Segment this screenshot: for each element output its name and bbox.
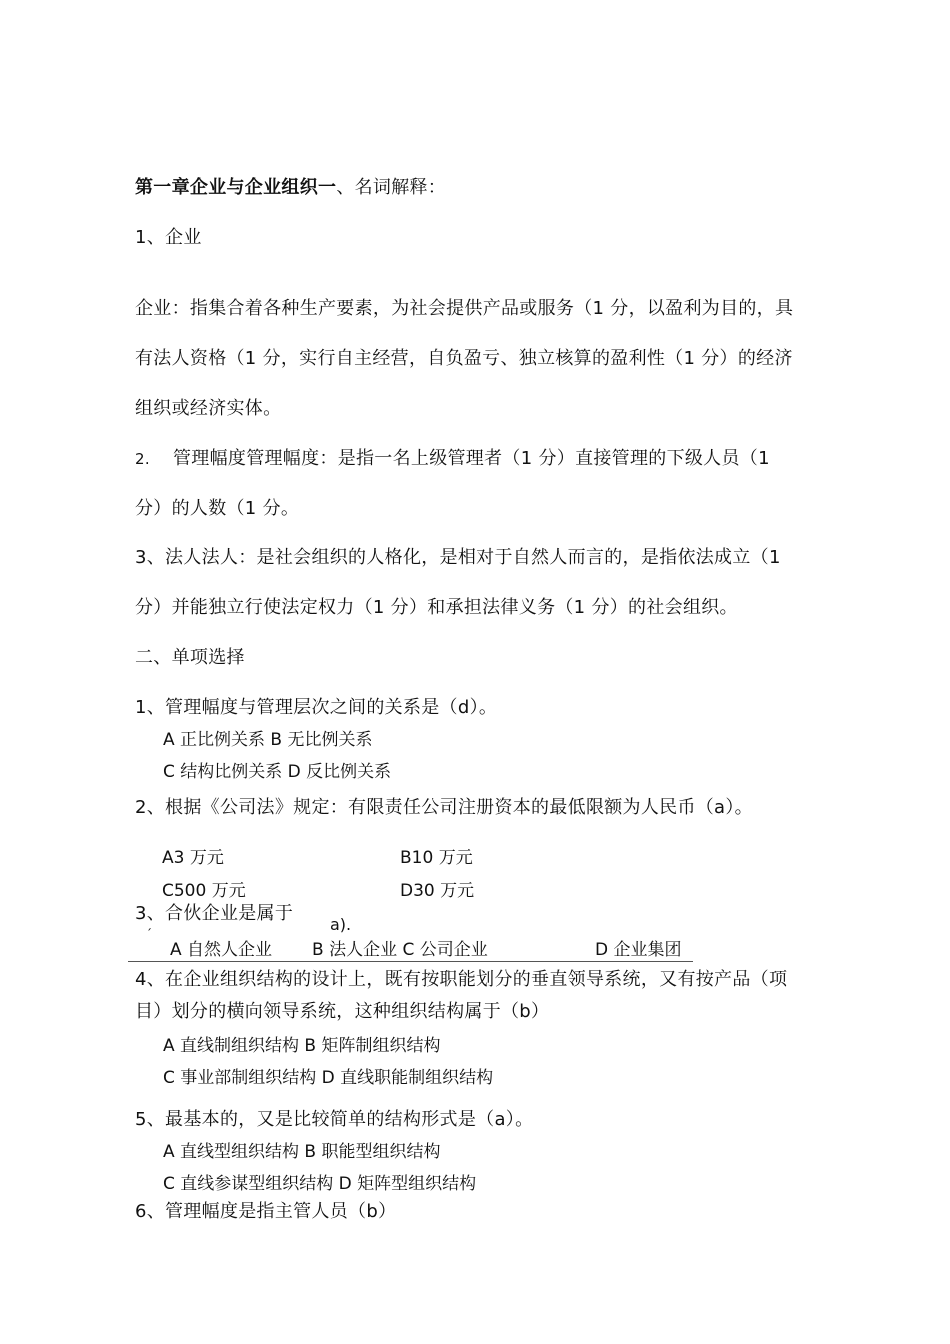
page-title-bold: 第一章企业与企业组织一 <box>135 177 337 198</box>
term-heading-enterprise: 1、企业 <box>135 227 202 248</box>
question-2-option-d: D30 万元 <box>400 881 475 901</box>
definition-enterprise-line-3: 组织或经济实体。 <box>135 398 282 419</box>
question-3-underline <box>128 961 693 962</box>
question-3: 3、合伙企业是属于 <box>135 903 294 924</box>
question-4-options-line-1: A 直线制组织结构 B 矩阵制组织结构 <box>163 1036 441 1056</box>
question-3-option-a: A 自然人企业 <box>170 940 273 960</box>
question-5-options-line-2: C 直线参谋型组织结构 D 矩阵型组织结构 <box>163 1174 477 1194</box>
question-3-option-bc: B 法人企业 C 公司企业 <box>312 940 488 960</box>
question-2-option-b: B10 万元 <box>400 848 473 868</box>
question-3-tick-mark: ˊ <box>146 927 152 941</box>
definition-legal-person-line-1: 3、法人法人：是社会组织的人格化，是相对于自然人而言的，是指依法成立（1 <box>135 547 781 568</box>
question-3-answer: a). <box>330 915 352 934</box>
page-title <box>135 176 446 200</box>
question-4-line-1: 4、在企业组织结构的设计上，既有按职能划分的垂直领导系统，又有按产品（项 <box>135 969 788 990</box>
definition-enterprise-line-2: 有法人资格（1 分，实行自主经营，自负盈亏、独立核算的盈利性（1 分）的经济 <box>135 348 793 369</box>
question-4-line-2: 目）划分的横向领导系统，这种组织结构属于（b） <box>135 1001 550 1022</box>
question-1-options-line-1: A 正比例关系 B 无比例关系 <box>163 730 373 750</box>
question-2-option-c: C500 万元 <box>162 881 246 901</box>
question-3-option-d: D 企业集团 <box>595 940 682 960</box>
section-heading-single-choice: 二、单项选择 <box>135 647 245 668</box>
definition-span-line-1: 管理幅度管理幅度：是指一名上级管理者（1 分）直接管理的下级人员（1 <box>173 448 770 469</box>
question-1: 1、管理幅度与管理层次之间的关系是（d）。 <box>135 697 498 718</box>
term-number-2: 2. <box>135 450 150 468</box>
question-6: 6、管理幅度是指主管人员（b） <box>135 1201 397 1222</box>
page-title-rest: 、名词解释： <box>336 177 447 198</box>
question-5: 5、最基本的，又是比较简单的结构形式是（a）。 <box>135 1109 534 1130</box>
question-1-options-line-2: C 结构比例关系 D 反比例关系 <box>163 762 392 782</box>
definition-legal-person-line-2: 分）并能独立行使法定权力（1 分）和承担法律义务（1 分）的社会组织。 <box>135 597 738 618</box>
question-5-options-line-1: A 直线型组织结构 B 职能型组织结构 <box>163 1142 441 1162</box>
question-4-options-line-2: C 事业部制组织结构 D 直线职能制组织结构 <box>163 1068 494 1088</box>
question-2: 2、根据《公司法》规定：有限责任公司注册资本的最低限额为人民币（a）。 <box>135 797 753 818</box>
question-2-option-a: A3 万元 <box>162 848 224 868</box>
definition-enterprise-line-1: 企业：指集合着各种生产要素，为社会提供产品或服务（1 分，以盈利为目的，具 <box>135 298 794 319</box>
definition-span-line-2: 分）的人数（1 分。 <box>135 498 300 519</box>
